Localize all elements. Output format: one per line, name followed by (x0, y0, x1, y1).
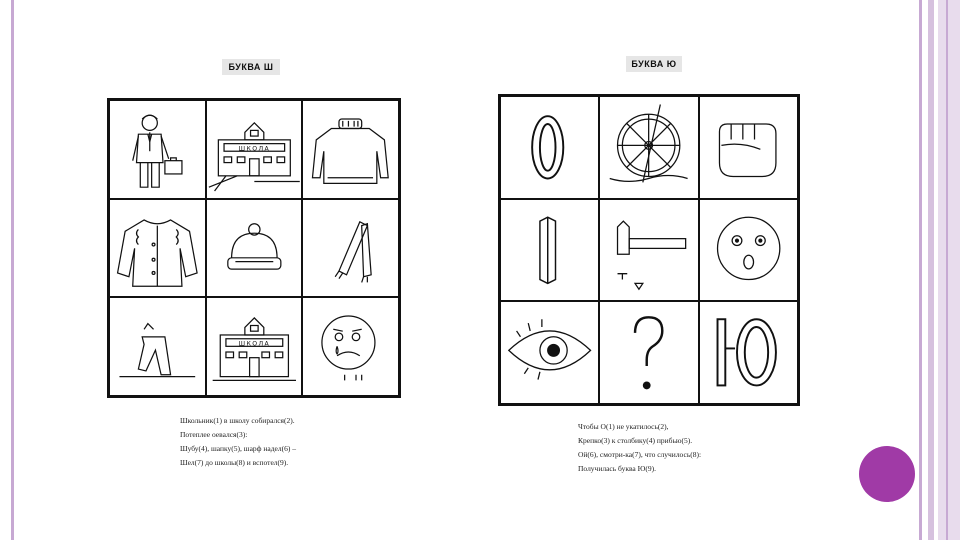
cell-fist (699, 96, 798, 199)
cell-school (206, 100, 303, 199)
right-border-line (928, 0, 934, 540)
wheel-icon (600, 97, 697, 198)
verse-line: Ой(6), смотри-ка(7), что случилось(8): (578, 450, 702, 459)
verse-line: Получилась буква Ю(9). (578, 464, 656, 473)
fur-coat-icon (110, 200, 205, 297)
cell-question-mark (599, 301, 698, 404)
fist-icon (700, 97, 797, 198)
verse-line: Школьник(1) в школу собирался(2). (180, 416, 295, 425)
pants-icon (110, 298, 205, 395)
right-border-line (946, 0, 948, 540)
verse-line: Чтобы О(1) не укатилось(2), (578, 422, 669, 431)
school-building-icon (207, 298, 302, 395)
left-verse (180, 414, 296, 470)
verse-line: Шел(7) до школы(8) и вспотел(9). (180, 458, 289, 467)
cell-hammer (599, 199, 698, 302)
cell-wheel (599, 96, 698, 199)
cell-letter-yu (699, 301, 798, 404)
post-icon (501, 200, 598, 301)
verse-line: Шубу(4), шапку(5), шарф надел(6) – (180, 444, 296, 453)
man-with-briefcase-icon (110, 101, 205, 198)
right-picture-grid (498, 94, 800, 406)
right-verse (578, 420, 701, 476)
verse-line: Крепко(3) к столбику(4) прибью(5). (578, 436, 693, 445)
eye-icon (501, 302, 598, 403)
left-picture-grid (107, 98, 401, 398)
scarf-icon (303, 200, 398, 297)
sweater-icon (303, 101, 398, 198)
left-border-decoration (0, 0, 14, 540)
verse-line: Потеплее оевался(3): (180, 430, 248, 439)
hat-icon (207, 200, 302, 297)
cell-pants (109, 297, 206, 396)
letter-o-icon (501, 97, 598, 198)
right-title: БУКВА Ю (626, 56, 682, 72)
cell-post (500, 199, 599, 302)
school-sign-text: ШКОЛА (238, 340, 270, 348)
cell-hat (206, 199, 303, 298)
crying-face-icon (303, 298, 398, 395)
slide-accent-circle (859, 446, 915, 502)
right-border-line (919, 0, 922, 540)
cell-crying-face (302, 297, 399, 396)
cell-eye (500, 301, 599, 404)
cell-scarf (302, 199, 399, 298)
cell-man-with-briefcase (109, 100, 206, 199)
right-border-band (938, 0, 960, 540)
school-building-icon (207, 101, 302, 198)
cell-letter-o (500, 96, 599, 199)
left-title: БУКВА Ш (222, 59, 280, 75)
school-sign-text: ШКОЛА (238, 145, 270, 153)
question-mark-icon (600, 302, 697, 403)
cell-school-2 (206, 297, 303, 396)
hammer-nails-icon (600, 200, 697, 301)
cell-fur-coat (109, 199, 206, 298)
surprised-face-icon (700, 200, 797, 301)
letter-yu-icon (700, 302, 797, 403)
cell-surprised-face (699, 199, 798, 302)
cell-sweater (302, 100, 399, 199)
